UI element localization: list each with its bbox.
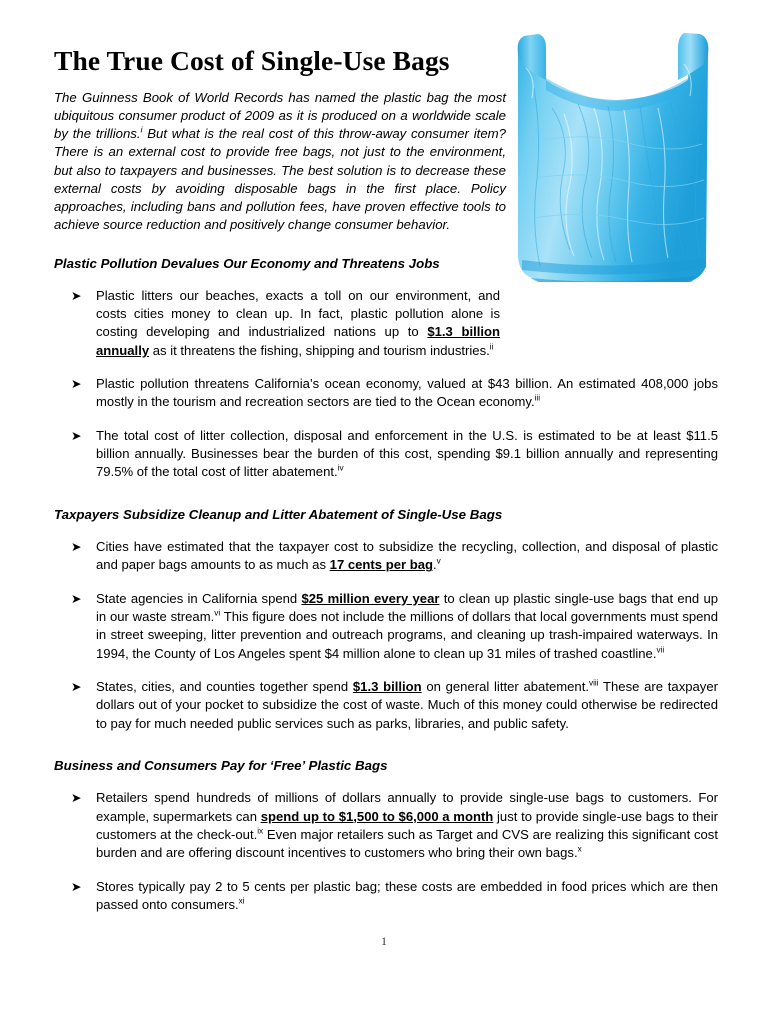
- list-item-text: [96, 538, 718, 575]
- document-body: [54, 46, 718, 914]
- bullet-list-2: [54, 538, 718, 733]
- list-item-text: [96, 427, 718, 482]
- bullet-arrow-icon: ➤: [71, 878, 82, 894]
- list-item-text: [96, 789, 718, 862]
- bullet-text-part1: States, cities, and counties together spend: [96, 679, 353, 695]
- footnote-marker-xi: xi: [238, 896, 245, 906]
- bullet-text-part2: as it threatens the fishing, shipping and tourism industries.: [149, 342, 490, 358]
- intro-paragraph: [54, 89, 506, 235]
- bullet-arrow-icon: ➤: [71, 539, 82, 555]
- section-heading-3: Business and Consumers Pay for ‘Free’ Plastic Bags: [54, 758, 388, 774]
- footnote-marker-i: i: [140, 125, 143, 135]
- list-item-text: [96, 878, 718, 915]
- section-heading-1: Plastic Pollution Devalues Our Economy and Threatens Jobs: [54, 255, 440, 271]
- footnote-marker-v: v: [436, 557, 441, 567]
- footnote-marker-iii: iii: [534, 394, 541, 404]
- bullet-arrow-icon: ➤: [71, 790, 82, 806]
- bullet-text-part1: The total cost of litter collection, disposal and enforcement in the U.S. is estimated to be at least $11.5 billion annually. Businesses bear the burden of this cost, spending $9.1 billion annually and representing 79.5% of the total cost of litter abatement.: [96, 427, 718, 480]
- bullet-list-1: [54, 287, 718, 482]
- footnote-marker-x: x: [577, 844, 582, 854]
- page-number: 1: [381, 934, 387, 948]
- bullet-list-3: [54, 789, 718, 914]
- bullet-text-part2: .: [433, 557, 437, 573]
- list-item-text: [96, 678, 718, 733]
- bullet-text-part1: State agencies in California spend: [96, 590, 302, 606]
- bullet-arrow-icon: ➤: [71, 590, 82, 606]
- footnote-marker-iv: iv: [337, 464, 344, 474]
- list-item-text: [96, 375, 718, 412]
- list-item: [54, 789, 718, 862]
- footnote-marker-ix: ix: [257, 826, 264, 836]
- page-title: The True Cost of Single-Use Bags: [54, 45, 450, 76]
- emphasis-value: 17 cents per bag: [329, 557, 433, 573]
- footnote-marker-viii: viii: [588, 678, 599, 688]
- bullet-text-part2: to clean up plastic single-use bags that end up in our waste stream.: [96, 590, 719, 625]
- bullet-text-part1: Plastic pollution threatens California’s ocean economy, valued at $43 billion. An estimated 408,000 jobs mostly in the tourism and recreation sectors are tied to the Ocean economy.: [96, 376, 718, 410]
- section-heading-2: Taxpayers Subsidize Cleanup and Litter Abatement of Single-Use Bags: [54, 506, 503, 522]
- footnote-marker-ii: ii: [489, 342, 494, 352]
- emphasis-value: $1.3 billion: [352, 679, 422, 695]
- bullet-text-part2: just to provide single-use bags to their customers at the check-out.: [96, 808, 718, 842]
- bullet-arrow-icon: ➤: [71, 679, 82, 695]
- bullet-text-part3: These are taxpayer dollars out of your pocket to subsidize the cost of waste. Much of this money could otherwise be redirected to pay for much needed public services such as parks, libraries, and public safety.: [96, 679, 718, 731]
- list-item: [54, 538, 718, 575]
- list-item: [54, 375, 718, 412]
- bullet-arrow-icon: ➤: [71, 287, 82, 303]
- bullet-arrow-icon: ➤: [71, 376, 82, 392]
- list-item: [54, 590, 718, 663]
- emphasis-value: $25 million every year: [301, 590, 440, 606]
- emphasis-value: $1.3 billion annually: [96, 324, 501, 358]
- bullet-text-part1: Retailers spend hundreds of millions of dollars annually to provide single-use bags to customers. For example, supermarkets can: [96, 790, 718, 824]
- bullet-text-part3: This figure does not include the millions of dollars that local governments must spend in street sweeping, litter prevention and outreach programs, and cleaning up trash-impaired waterways. In 1994, the County of Los Angeles spent $4 million alone to clean up 31 miles of trashed coastline.: [96, 609, 718, 661]
- intro-text: The Guinness Book of World Records has named the plastic bag the most ubiquitous consumer product of 2009 as it is produced on a worldwide scale by the trillions.: [54, 89, 506, 142]
- bullet-text-part1: Plastic litters our beaches, exacts a toll on our environment, and costs cities money to clean up. In fact, plastic pollution alone is costing developing and industrialized nations up to: [96, 287, 500, 340]
- list-item: [54, 678, 718, 733]
- bullet-text-part1: Cities have estimated that the taxpayer cost to subsidize the recycling, collection, and disposal of plastic and paper bags amounts to as much as: [96, 539, 718, 573]
- list-item: [54, 878, 718, 915]
- intro-text-rest: But what is the real cost of this throw-away consumer item? There is an external cost to provide free bags, not just to the environment, but also to taxpayers and businesses. The best solution is to decrease these external costs by avoiding disposable bags in the first place. Policy approaches, including bans and pollution fees, have proven effective tools to achieve source reduction and positively change consumer behavior.: [54, 126, 506, 233]
- bullet-text-part2: on general litter abatement.: [421, 679, 589, 695]
- list-item-text: [96, 590, 718, 663]
- footnote-marker-vi: vi: [214, 608, 221, 618]
- bullet-arrow-icon: ➤: [71, 427, 82, 443]
- bullet-text-part3: Even major retailers such as Target and CVS are realizing this significant cost burden and are offering discount incentives to customers who bring their own bags.: [96, 826, 718, 861]
- footnote-marker-vii: vii: [656, 645, 665, 655]
- bullet-text-part1: Stores typically pay 2 to 5 cents per plastic bag; these costs are embedded in food prices which are then passed onto consumers.: [96, 878, 718, 912]
- list-item: [54, 287, 718, 360]
- list-item: [54, 427, 718, 482]
- emphasis-value: spend up to $1,500 to $6,000 a month: [260, 808, 494, 824]
- list-item-text: [96, 287, 500, 360]
